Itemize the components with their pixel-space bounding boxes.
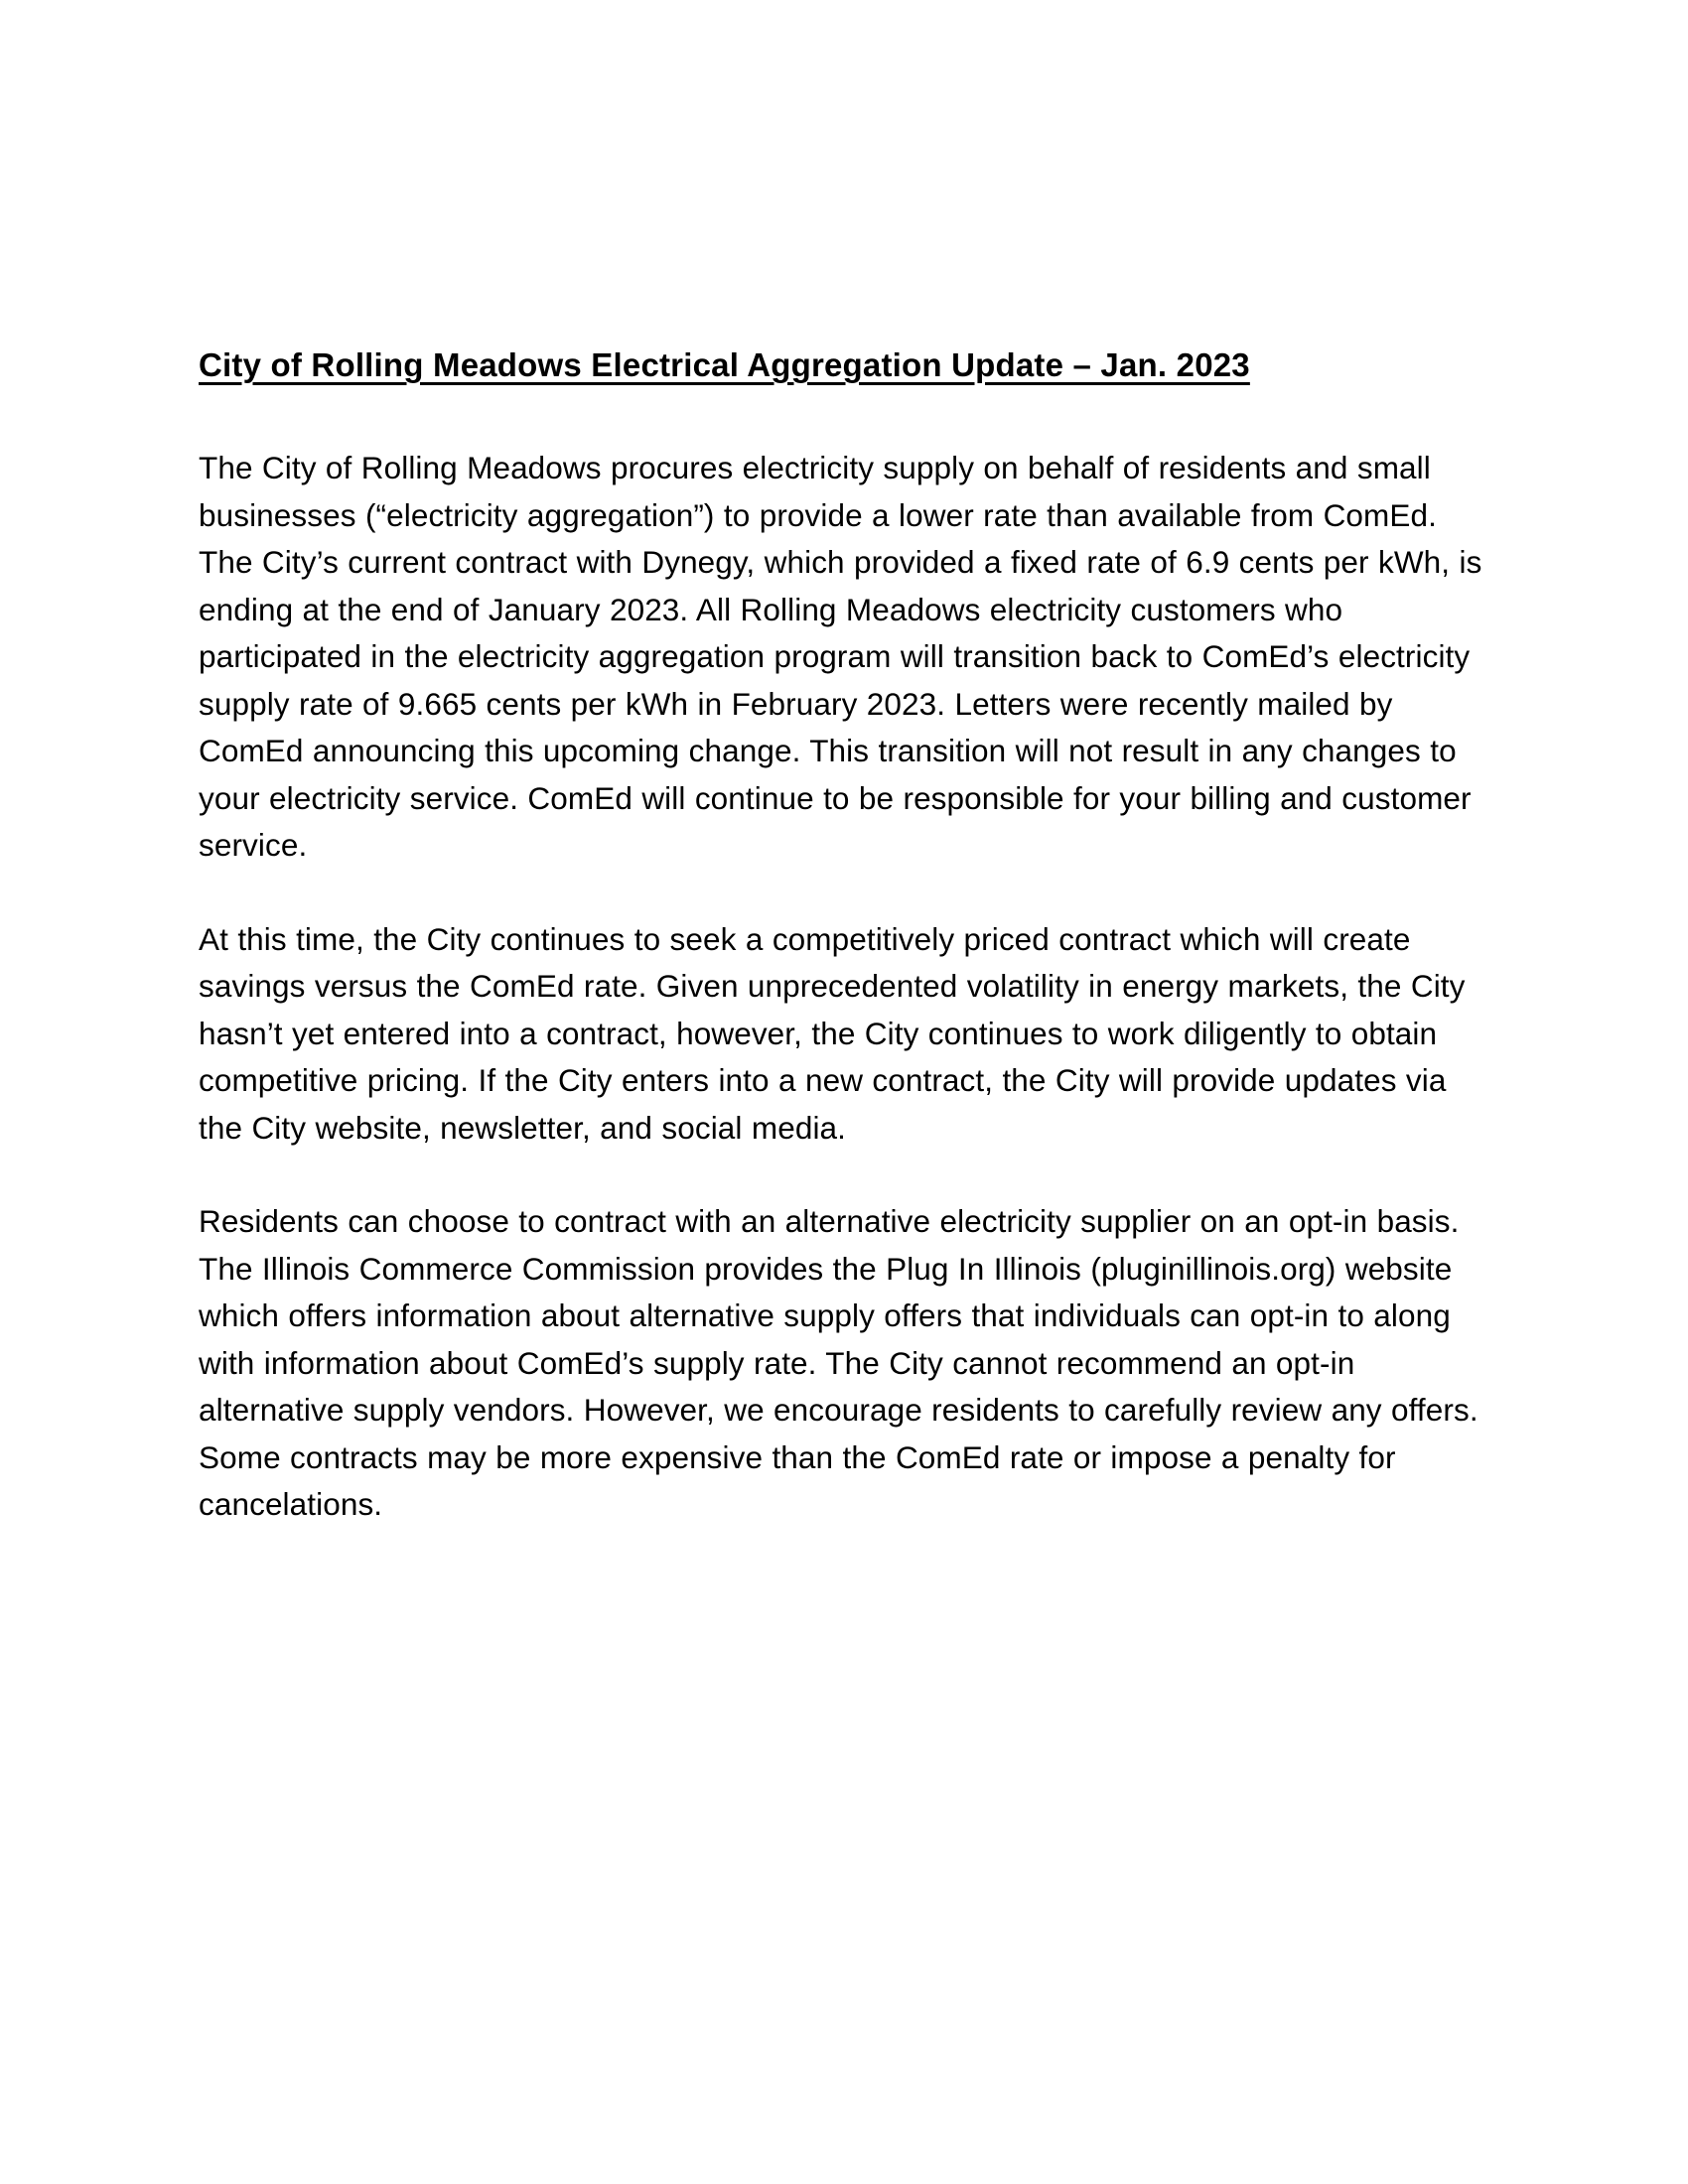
paragraph-contract-search: At this time, the City continues to seek a competitively priced contract which will create savings versus the ComEd rate. Given unprecedented volatility in energy markets, the City hasn’t yet entered into a contract, however, the City continues to work diligently to obtain competitive pricing. If the City enters into a new contract, the City will provide updates via the City website, newsletter, and social media.: [199, 920, 1466, 1146]
paragraph-alternative-suppliers: Residents can choose to contract with an alternative electricity supplier on an opt-in basis. The Illinois Commerce Commission provides the Plug In Illinois (pluginillinois.org) website which offers information about alternative supply offers that individuals can opt-in to along with information about ComEd’s supply rate. The City cannot recommend an opt-in alternative supply vendors. However, we encourage residents to carefully review any offers. Some contracts may be more expensive than the ComEd rate or impose a penalty for cancelations.: [199, 1203, 1478, 1522]
document-title: City of Rolling Meadows Electrical Aggregation Update – Jan. 2023: [199, 346, 1250, 383]
paragraph-aggregation-update: The City of Rolling Meadows procures electricity supply on behalf of residents and small businesses (“electricity aggregation”) to provide a lower rate than available from ComEd. The City’s current contract with Dynegy, which provided a fixed rate of 6.9 cents per kWh, is ending at the end of January 2023. All Rolling Meadows electricity customers who participated in the electricity aggregation program will transition back to ComEd’s electricity supply rate of 9.665 cents per kWh in February 2023. Letters were recently mailed by ComEd announcing this upcoming change. This transition will not result in any changes to your electricity service. ComEd will continue to be responsible for your billing and customer service.: [199, 450, 1482, 863]
document-content: [199, 341, 1489, 1575]
